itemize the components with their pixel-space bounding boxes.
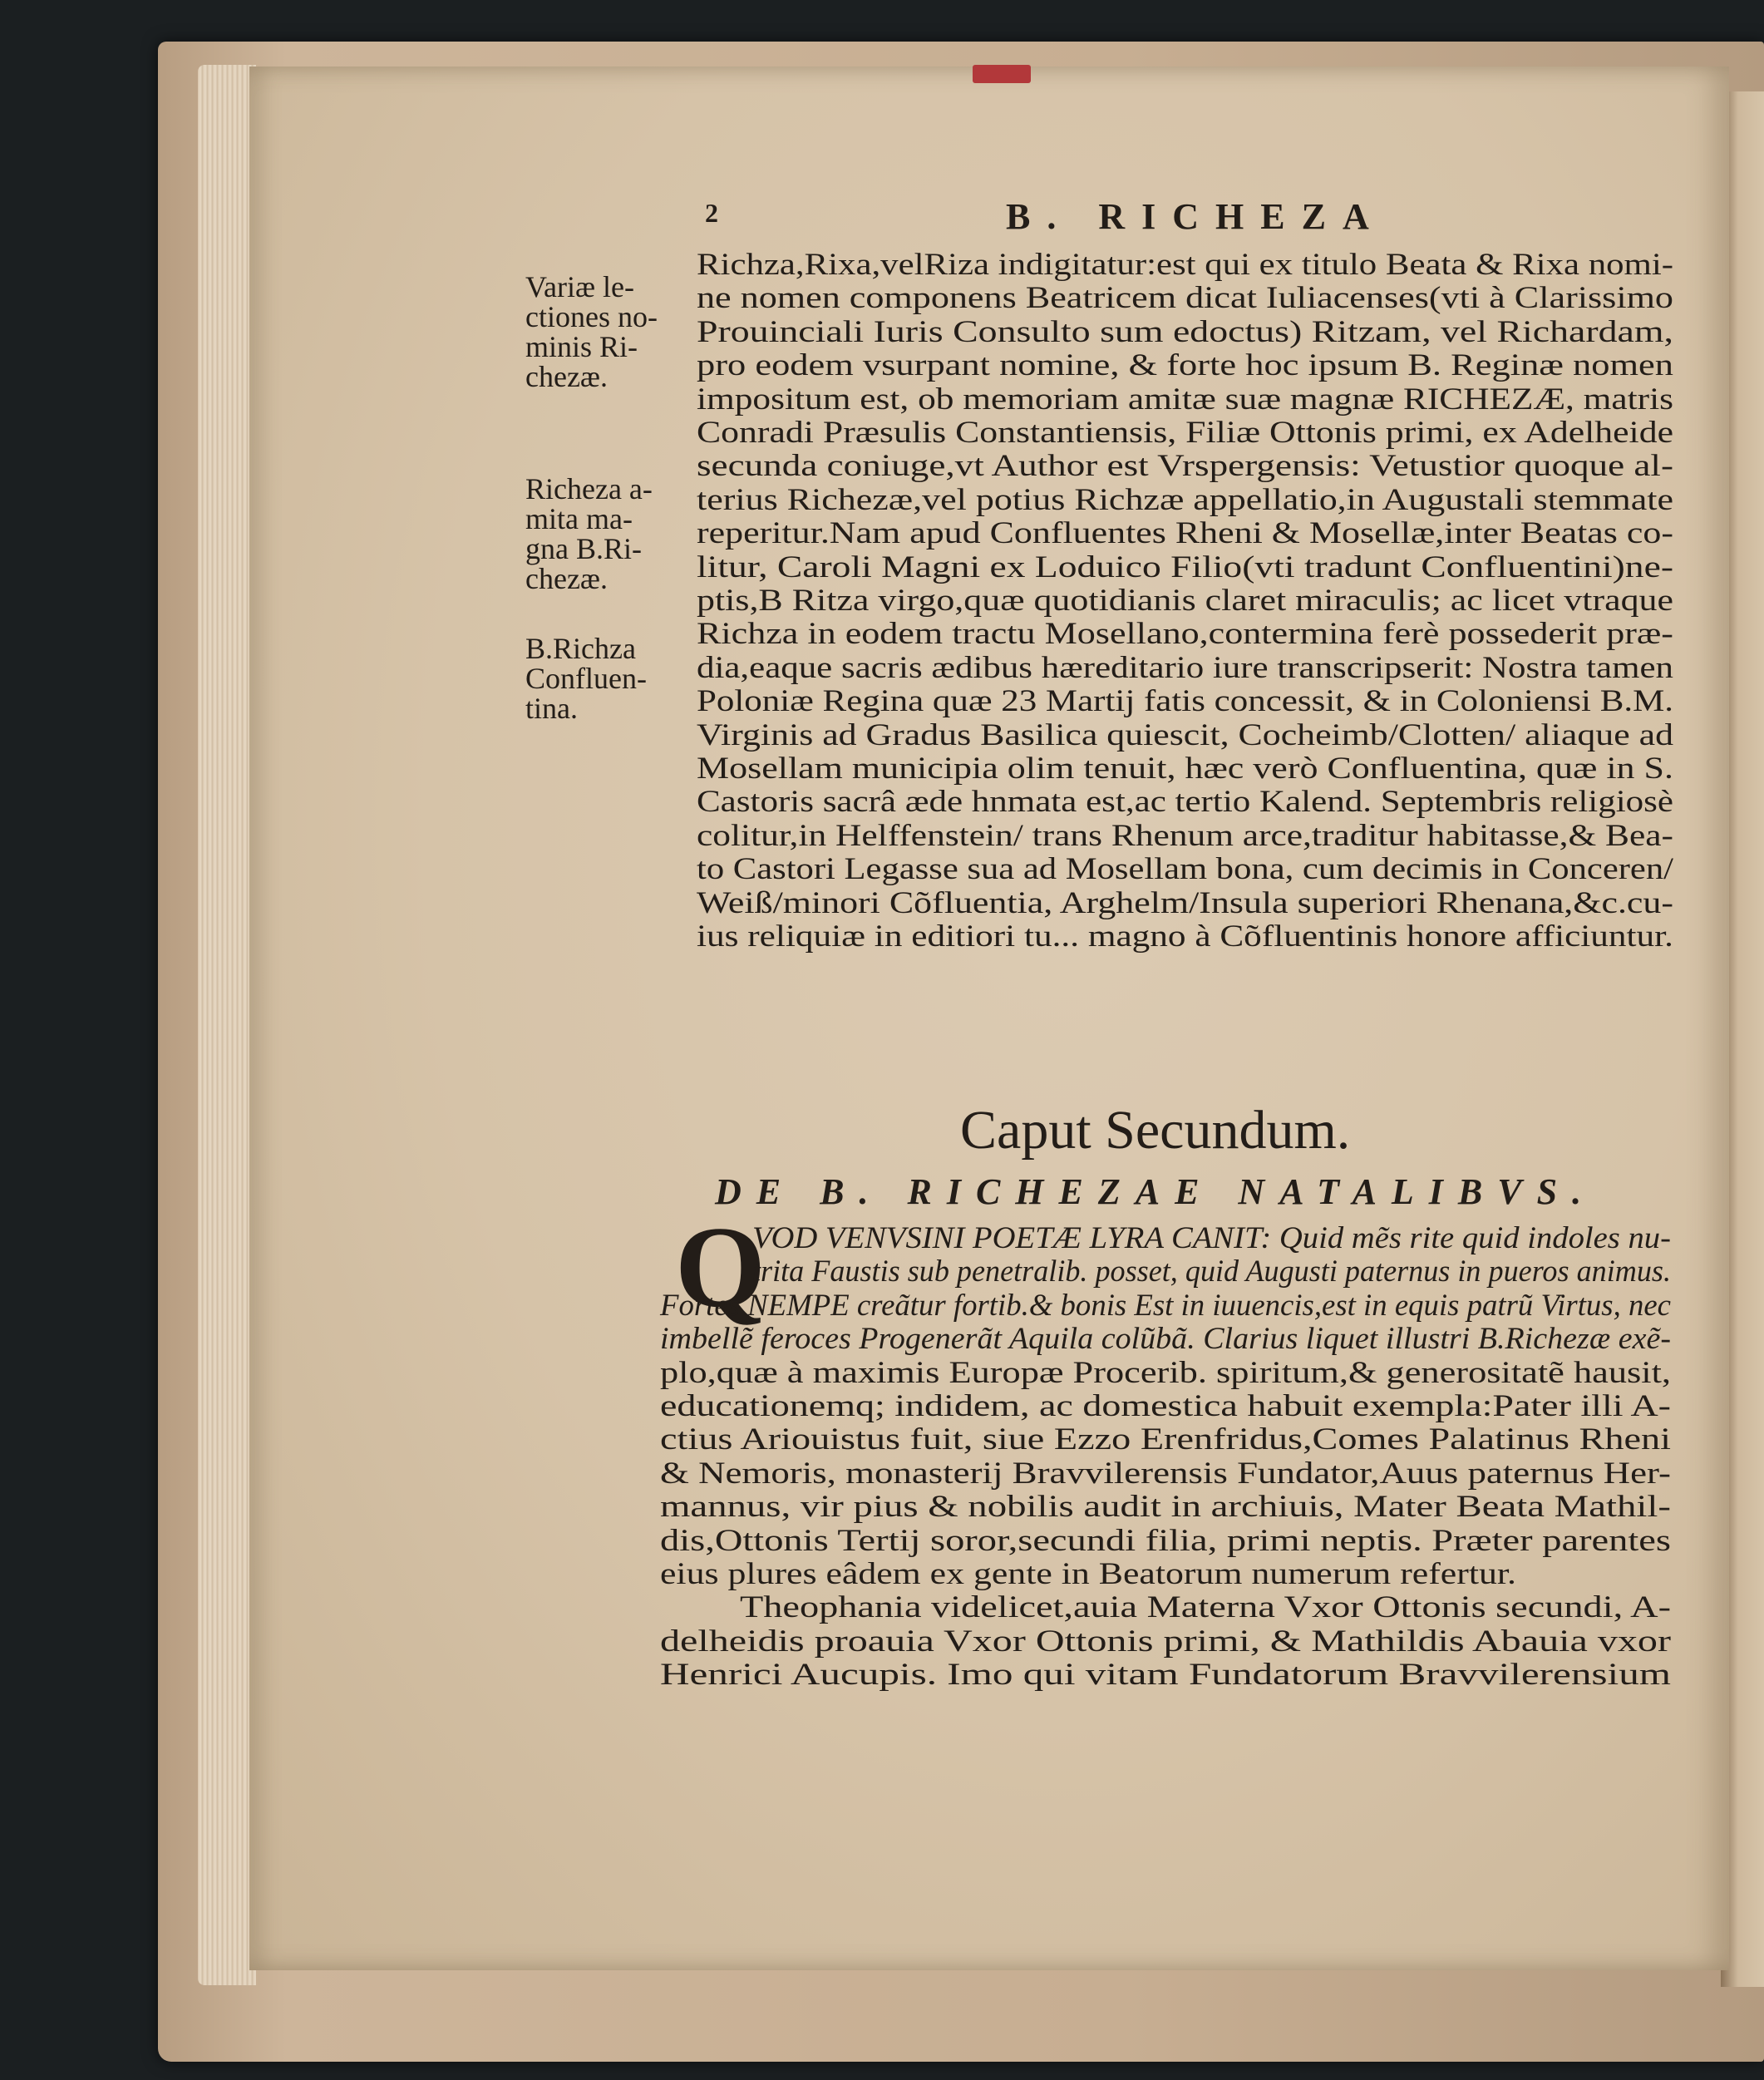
text-line: educationemq; indidem, ac domestica habuit exempla:Pater illi A- [660,1388,1671,1422]
text-line: & Nemoris, monasterij Bravvilerensis Fundator,Auus paternus Her- [660,1455,1671,1490]
text-line: Castoris sacrâ æde hnmata est,ac tertio Kalend. Septembris religiosè [697,784,1673,819]
chapter-title: Caput Secundum. [960,1100,1351,1161]
margin-note-line: chezæ. [525,360,608,393]
text-line: impositum est, ob memoriam amitæ suæ magnæ RICHEZÆ, matris [697,381,1673,416]
text-line: ptis,B Ritza virgo,quæ quotidianis claret miraculis; ac licet vtraque [697,583,1673,617]
margin-note-line: Richeza a- [525,472,653,505]
margin-note-line: B.Richza [525,632,636,665]
text-line: Conradi Præsulis Constantiensis, Filiæ Ottonis primi, ex Adelheide [697,415,1673,449]
margin-note-line: Variæ le- [525,270,634,303]
margin-note-line: chezæ. [525,562,608,595]
text-line: ius reliquiæ in editiori tu... magno à Cõfluentinis honore afficiuntur. [697,919,1673,953]
text-line: eius plures eâdem ex gente in Beatorum numerum refertur. [660,1556,1516,1590]
margin-note-line: mita ma- [525,502,633,535]
text-line: Henrici Aucupis. Imo qui vitam Fundatorum Bravvilerensium [660,1657,1671,1692]
text-line: Mosellam municipia olim tenuit, hæc verò Confluentina, quæ in S. [697,751,1673,785]
text-line: ne nomen componens Beatricem dicat Iuliacenses(vti à Clarissimo [697,280,1673,315]
text-line: imbellẽ feroces Progenerãt Aquila colũbã. Clarius liquet illustri B.Richezæ exẽ- [660,1321,1671,1356]
text-line: secunda coniuge,vt Author est Vrspergensis: Vetustior quoque al- [697,448,1673,483]
text-line: trita Faustis sub penetralib. posset, quid Augusti paternus in pueros animus. [752,1254,1671,1289]
text-line: Fortes NEMPE creãtur fortib.& bonis Est in iuuencis,est in equis patrũ Virtus, nec [660,1287,1671,1322]
text-line: litur, Caroli Magni ex Loduico Filio(vti tradunt Confluentini)ne- [697,549,1673,584]
drop-capital: Q [675,1203,766,1332]
margin-note-line: ctiones no- [525,300,658,333]
margin-note-line: gna B.Ri- [525,532,642,565]
text-line: Richza in eodem tractu Mosellano,contermina ferè possederit præ- [697,616,1673,651]
text-line: Richza,Rixa,velRiza indigitatur:est qui ex titulo Beata & Rixa nomi- [697,247,1673,281]
text-line: colitur,in Helffenstein/ trans Rhenum arce,traditur habitasse,& Bea- [697,817,1673,852]
text-line: plo,quæ à maximis Europæ Procerib. spiritum,& generositatẽ hausit, [660,1354,1671,1389]
text-line: delheidis proauia Vxor Ottonis primi, & Mathildis Abauia vxor [660,1623,1671,1658]
text-line: pro eodem vsurpant nomine, & forte hoc ipsum B. Reginæ nomen [697,347,1673,382]
text-line: Theophania videlicet,auia Materna Vxor Ottonis secundi, A- [740,1590,1671,1624]
page-number: 2 [705,198,718,228]
text-line: reperitur.Nam apud Confluentes Rheni & Mosellæ,inter Beatas co- [697,515,1673,550]
text-line: Weiß/minori Cõfluentia, Arghelm/Insula superiori Rhenana,&c.cu- [697,885,1673,919]
text-line: dis,Ottonis Tertij soror,secundi filia, primi neptis. Præter parentes [660,1522,1671,1557]
margin-note-line: tina. [525,692,578,725]
chapter-subtitle: DE B. RICHEZAE NATALIBVS. [715,1171,1597,1212]
text-line: VOD VENVSINI POETÆ LYRA CANIT: Quid mẽs rite quid indoles nu- [752,1220,1671,1254]
text-line: dia,eaque sacris ædibus hæreditario iure transcripserit: Nostra tamen [697,649,1673,684]
margin-note-line: minis Ri- [525,330,638,363]
running-title: B. RICHEZA [1006,196,1386,237]
text-line: Poloniæ Regina quæ 23 Martij fatis concessit, & in Coloniensi B.M. [697,683,1673,718]
text-line: terius Richezæ,vel potius Richzæ appellatio,in Augustali stemmate [697,481,1673,516]
text-line: mannus, vir pius & nobilis audit in archiuis, Mater Beata Mathil- [660,1489,1671,1524]
page-edges [198,65,256,1985]
text-line: ctius Ariouistus fuit, siue Ezzo Erenfridus,Comes Palatinus Rheni [660,1422,1671,1456]
text-line: to Castori Legasse sua ad Mosellam bona, cum decimis in Conceren/ [697,851,1673,886]
text-line: Virginis ad Gradus Basilica quiescit, Cocheimb/Clotten/ aliaque ad [697,717,1673,752]
ribbon-bookmark [973,65,1031,83]
text-line: Prouinciali Iuris Consulto sum edoctus) Ritzam, vel Richardam, [697,313,1673,348]
margin-note-line: Confluen- [525,662,647,695]
